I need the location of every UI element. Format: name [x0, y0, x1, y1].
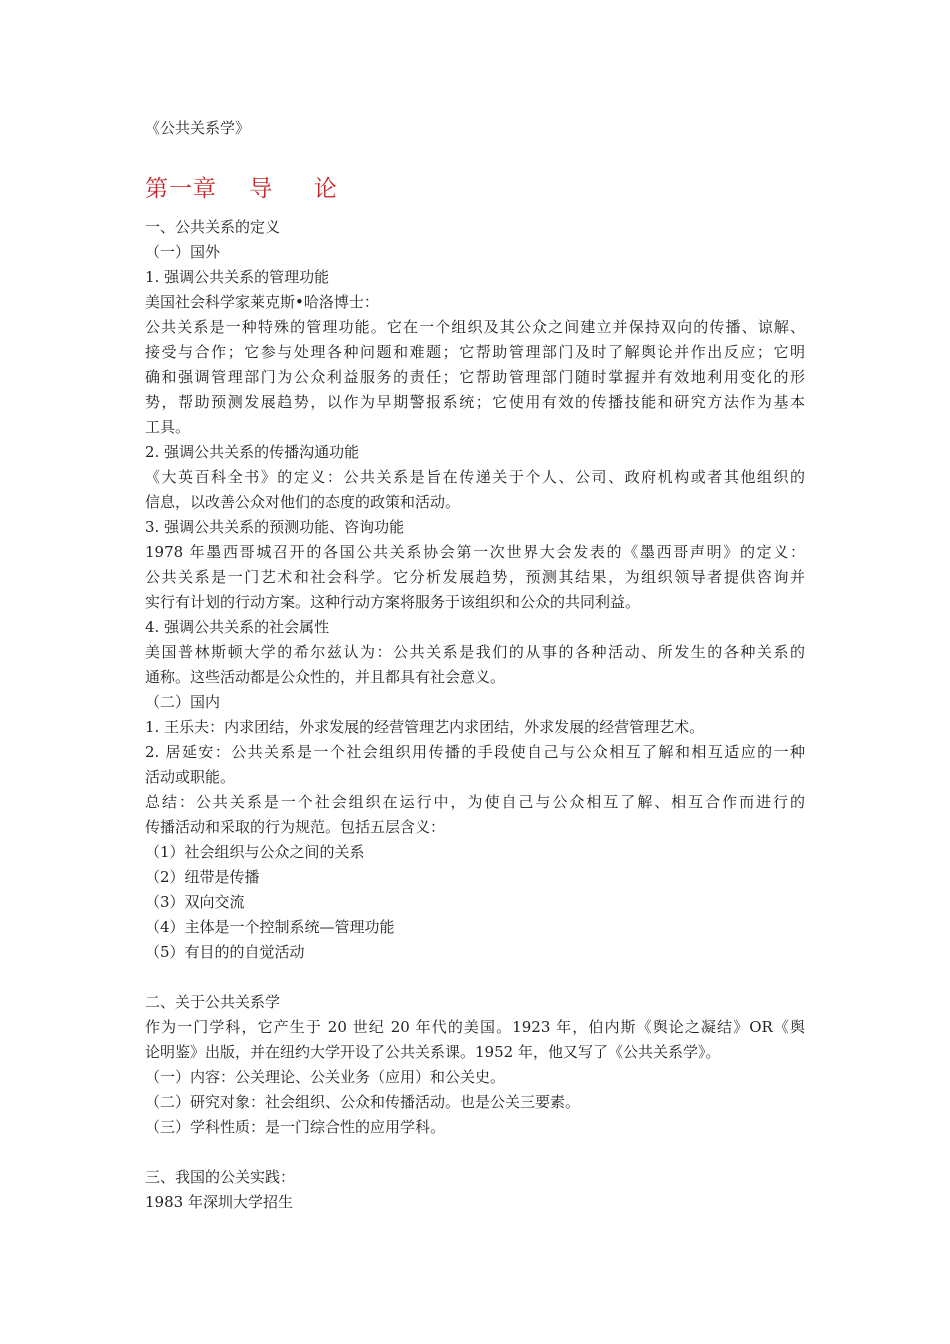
text-line: （4）主体是一个控制系统—管理功能 — [145, 918, 395, 936]
text-line: 论明鉴》出版，并在纽约大学开设了公共关系课。1952 年，他又写了《公共关系学》。 — [145, 1043, 721, 1061]
text-line: 二、关于公共关系学 — [145, 993, 281, 1011]
text-line: 1. 强调公共关系的管理功能 — [145, 268, 330, 286]
text-line: 公共关系是一种特殊的管理功能。它在一个组织及其公众之间建立并保持双向的传播、谅解、 — [145, 318, 805, 336]
text-line: 通称。这些活动都是公众性的，并且都具有社会意义。 — [145, 668, 506, 686]
text-line: 势，帮助预测发展趋势，以作为早期警报系统；它使用有效的传播技能和研究方法作为基本 — [145, 393, 805, 411]
document-body — [145, 215, 805, 1215]
text-line: （2）纽带是传播 — [145, 868, 260, 886]
text-line: 工具。 — [145, 418, 191, 436]
text-line: （5）有目的的自觉活动 — [145, 943, 305, 961]
text-line: （一）内容：公关理论、公关业务（应用）和公关史。 — [145, 1068, 506, 1086]
text-line: 《大英百科全书》的定义：公共关系是旨在传递关于个人、公司、政府机构或者其他组织的 — [145, 468, 805, 486]
text-line: 1. 王乐夫：内求团结，外求发展的经营管理艺内求团结，外求发展的经营管理艺术。 — [145, 718, 705, 736]
text-line: 总结：公共关系是一个社会组织在运行中，为使自己与公众相互了解、相互合作而进行的 — [145, 793, 805, 811]
text-line: 确和强调管理部门为公众利益服务的责任；它帮助管理部门随时掌握并有效地利用变化的形 — [145, 368, 805, 386]
text-line: 1983 年深圳大学招生 — [145, 1193, 293, 1211]
blank-line — [145, 965, 805, 990]
text-line: 1978 年墨西哥城召开的各国公共关系协会第一次世界大会发表的《墨西哥声明》的定义： — [145, 543, 805, 561]
text-line: 传播活动和采取的行为规范。包括五层含义： — [145, 818, 446, 836]
text-line: 美国普林斯顿大学的希尔兹认为：公共关系是我们的从事的各种活动、所发生的各种关系的 — [145, 643, 805, 661]
chapter-heading: 第一章 导 论 — [145, 176, 338, 202]
text-line: 信息，以改善公众对他们的态度的政策和活动。 — [145, 493, 461, 511]
text-line: （二）研究对象：社会组织、公众和传播活动。也是公关三要素。 — [145, 1093, 581, 1111]
blank-line — [145, 1140, 805, 1165]
text-line: 公共关系是一门艺术和社会科学。它分析发展趋势，预测其结果，为组织领导者提供咨询并 — [145, 568, 805, 586]
text-line: （3）双向交流 — [145, 893, 245, 911]
text-line: （1）社会组织与公众之间的关系 — [145, 843, 365, 861]
text-line: 实行有计划的行动方案。这种行动方案将服务于该组织和公众的共同利益。 — [145, 593, 641, 611]
text-line: 接受与合作；它参与处理各种问题和难题；它帮助管理部门及时了解舆论并作出反应；它明 — [145, 343, 805, 361]
text-line: （三）学科性质：是一门综合性的应用学科。 — [145, 1118, 446, 1136]
text-line: 美国社会科学家莱克斯•哈洛博士： — [145, 293, 379, 311]
text-line: 2. 强调公共关系的传播沟通功能 — [145, 443, 360, 461]
text-line: 一、公共关系的定义 — [145, 218, 281, 236]
text-line: 三、我国的公关实践： — [145, 1168, 296, 1186]
text-line: 活动或职能。 — [145, 768, 236, 786]
document-title: 《公共关系学》 — [145, 119, 251, 137]
text-line: （二）国内 — [145, 693, 221, 711]
text-line: 作为一门学科，它产生于 20 世纪 20 年代的美国。1923 年，伯内斯《舆论之凝结》OR《舆 — [145, 1018, 805, 1036]
text-line: 2. 居延安：公共关系是一个社会组织用传播的手段使自己与公众相互了解和相互适应的一种 — [145, 743, 805, 761]
text-line: 3. 强调公共关系的预测功能、咨询功能 — [145, 518, 405, 536]
text-line: 4. 强调公共关系的社会属性 — [145, 618, 330, 636]
text-line: （一）国外 — [145, 243, 221, 261]
